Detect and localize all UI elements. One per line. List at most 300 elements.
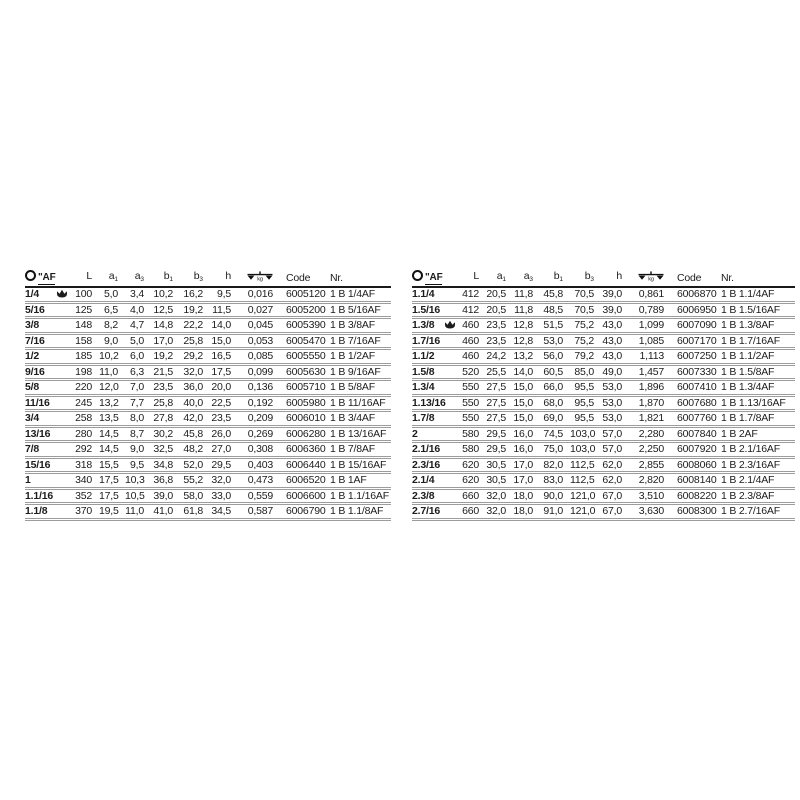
dim-cell-3: 56,0 xyxy=(540,349,570,365)
dim-cell-5: 16,5 xyxy=(210,349,238,365)
dim-cell-1: 20,5 xyxy=(486,287,513,302)
dim-cell-5: 62,0 xyxy=(601,473,629,489)
size-cell: 1.1/2 xyxy=(412,349,442,365)
nr-cell: 1 B 1.7/16AF xyxy=(713,333,795,349)
dim-cell-0: 460 xyxy=(458,333,486,349)
table-row xyxy=(25,504,391,520)
code-cell: 6007090 xyxy=(669,318,713,334)
dim-cell-2: 11,0 xyxy=(125,504,151,520)
nr-cell: 1 B 9/16AF xyxy=(322,364,391,380)
table-row xyxy=(25,302,391,318)
dim-cell-5: 32,0 xyxy=(210,473,238,489)
dim-cell-0: 100 xyxy=(71,287,99,302)
table-header-row xyxy=(25,265,391,287)
row-marker-cell xyxy=(53,287,71,302)
nr-cell: 1 B 2.1/16AF xyxy=(713,442,795,458)
nr-cell: 1 B 2.1/4AF xyxy=(713,473,795,489)
dim-cell-4: 70,5 xyxy=(570,287,601,302)
dim-cell-2: 11,8 xyxy=(513,287,540,302)
nr-cell: 1 B 5/16AF xyxy=(322,302,391,318)
size-cell: 1 xyxy=(25,473,53,489)
code-cell: 6007680 xyxy=(669,395,713,411)
dim-cell-4: 48,2 xyxy=(180,442,210,458)
dim-cell-3: 69,0 xyxy=(540,411,570,427)
nr-cell: 1 B 11/16AF xyxy=(322,395,391,411)
col-header-a1: $a_1$ xyxy=(99,265,125,287)
dim-cell-4: 75,2 xyxy=(570,333,601,349)
dim-cell-0: 660 xyxy=(458,488,486,504)
code-cell: 6007410 xyxy=(669,380,713,396)
empty-marker-cell xyxy=(53,488,71,504)
empty-marker-cell xyxy=(53,364,71,380)
dim-cell-0: 580 xyxy=(458,426,486,442)
col-header-a3: $a_3$ xyxy=(125,265,151,287)
weight-cell: 0,403 xyxy=(238,457,278,473)
dim-cell-3: 10,2 xyxy=(151,287,180,302)
dim-cell-0: 550 xyxy=(458,380,486,396)
code-cell: 6006520 xyxy=(278,473,322,489)
dim-cell-1: 32,0 xyxy=(486,488,513,504)
table-row xyxy=(25,411,391,427)
nr-cell: 1 B 1.1/2AF xyxy=(713,349,795,365)
dim-cell-5: 26,0 xyxy=(210,426,238,442)
dim-cell-5: 57,0 xyxy=(601,426,629,442)
size-cell: 1.7/16 xyxy=(412,334,440,347)
weight-cell: 2,250 xyxy=(629,442,669,458)
ring-icon xyxy=(25,270,36,281)
nr-cell: 1 B 1.1/16AF xyxy=(322,488,391,504)
table-row xyxy=(412,333,795,349)
dim-cell-0: 520 xyxy=(458,364,486,380)
dim-cell-0: 370 xyxy=(71,504,99,520)
dim-cell-1: 15,5 xyxy=(99,457,125,473)
dim-cell-2: 14,0 xyxy=(513,364,540,380)
dim-cell-1: 10,2 xyxy=(99,349,125,365)
table-row xyxy=(412,302,795,318)
dim-cell-0: 292 xyxy=(71,442,99,458)
dim-cell-3: 32,5 xyxy=(151,442,180,458)
empty-marker-cell xyxy=(442,380,458,396)
code-column-header: Code xyxy=(669,265,713,287)
dim-cell-0: 580 xyxy=(458,442,486,458)
dim-cell-5: 62,0 xyxy=(601,457,629,473)
empty-marker-cell xyxy=(442,457,458,473)
dim-cell-1: 9,0 xyxy=(99,333,125,349)
nr-column-header: Nr. xyxy=(322,265,391,287)
dim-cell-5: 33,0 xyxy=(210,488,238,504)
table-row xyxy=(412,349,795,365)
empty-marker-cell xyxy=(442,488,458,504)
table-row xyxy=(412,504,795,520)
col-header-h: h xyxy=(601,265,629,287)
dim-cell-5: 67,0 xyxy=(601,488,629,504)
table-row xyxy=(25,426,391,442)
dim-cell-0: 620 xyxy=(458,457,486,473)
empty-marker-cell xyxy=(53,302,71,318)
dim-cell-0: 412 xyxy=(458,287,486,302)
empty-marker-cell xyxy=(442,426,458,442)
dim-cell-2: 8,7 xyxy=(125,426,151,442)
size-cell: 3/4 xyxy=(25,411,53,427)
dim-cell-4: 95,5 xyxy=(570,380,601,396)
col-header-b1: $b_1$ xyxy=(540,265,570,287)
spec-table-right xyxy=(412,265,795,521)
dim-cell-1: 20,5 xyxy=(486,302,513,318)
dim-cell-2: 15,0 xyxy=(513,395,540,411)
dim-cell-4: 61,8 xyxy=(180,504,210,520)
dim-cell-0: 412 xyxy=(458,302,486,318)
weight-cell: 1,821 xyxy=(629,411,669,427)
dim-cell-4: 85,0 xyxy=(570,364,601,380)
table-row xyxy=(412,318,795,334)
dim-cell-3: 83,0 xyxy=(540,473,570,489)
dim-cell-1: 19,5 xyxy=(99,504,125,520)
dim-cell-0: 185 xyxy=(71,349,99,365)
dim-cell-2: 9,0 xyxy=(125,442,151,458)
dim-cell-5: 9,5 xyxy=(210,287,238,302)
code-column-header: Code xyxy=(278,265,322,287)
dim-cell-3: 39,0 xyxy=(151,488,180,504)
nr-cell: 1 B 15/16AF xyxy=(322,457,391,473)
dim-cell-3: 91,0 xyxy=(540,504,570,520)
dim-cell-0: 620 xyxy=(458,473,486,489)
size-cell: 1.1/16 xyxy=(25,489,53,502)
dim-cell-0: 258 xyxy=(71,411,99,427)
empty-marker-cell xyxy=(442,411,458,427)
dim-cell-3: 66,0 xyxy=(540,380,570,396)
weight-cell: 1,457 xyxy=(629,364,669,380)
code-cell: 6006600 xyxy=(278,488,322,504)
code-cell: 6005710 xyxy=(278,380,322,396)
dim-cell-3: 27,8 xyxy=(151,411,180,427)
code-cell: 6008060 xyxy=(669,457,713,473)
weight-cell: 0,027 xyxy=(238,302,278,318)
code-cell: 6005200 xyxy=(278,302,322,318)
weight-cell: 1,870 xyxy=(629,395,669,411)
code-cell: 6005470 xyxy=(278,333,322,349)
table-row xyxy=(25,333,391,349)
dim-cell-5: 34,5 xyxy=(210,504,238,520)
code-cell: 6005980 xyxy=(278,395,322,411)
nr-cell: 1 B 1/4AF xyxy=(322,287,391,302)
dim-cell-4: 25,8 xyxy=(180,333,210,349)
size-cell: 2.7/16 xyxy=(412,505,440,517)
dim-cell-3: 75,0 xyxy=(540,442,570,458)
dim-cell-1: 32,0 xyxy=(486,504,513,520)
dim-cell-2: 7,7 xyxy=(125,395,151,411)
empty-marker-cell xyxy=(53,426,71,442)
dim-cell-0: 148 xyxy=(71,318,99,334)
dim-cell-4: 55,2 xyxy=(180,473,210,489)
dim-cell-2: 6,3 xyxy=(125,364,151,380)
dim-cell-5: 43,0 xyxy=(601,333,629,349)
dim-cell-3: 17,0 xyxy=(151,333,180,349)
size-cell: 2.3/8 xyxy=(412,488,442,504)
size-column-header xyxy=(25,265,71,287)
nr-cell: 1 B 3/8AF xyxy=(322,318,391,334)
dim-cell-4: 121,0 xyxy=(570,488,601,504)
size-cell: 1.3/8 xyxy=(412,318,442,334)
nr-cell: 1 B 1.5/8AF xyxy=(713,364,795,380)
size-cell: 13/16 xyxy=(25,426,53,442)
code-cell: 6007250 xyxy=(669,349,713,365)
empty-marker-cell xyxy=(53,318,71,334)
weight-cell: 1,099 xyxy=(629,318,669,334)
dim-cell-0: 550 xyxy=(458,411,486,427)
weight-column-header xyxy=(238,265,278,287)
table-row xyxy=(25,488,391,504)
dim-cell-4: 112,5 xyxy=(570,457,601,473)
dim-cell-1: 14,5 xyxy=(99,426,125,442)
dim-cell-1: 30,5 xyxy=(486,457,513,473)
dim-cell-2: 17,0 xyxy=(513,457,540,473)
dim-cell-3: 51,5 xyxy=(540,318,570,334)
size-cell: 2.3/16 xyxy=(412,458,440,471)
dim-cell-2: 8,0 xyxy=(125,411,151,427)
dim-cell-0: 340 xyxy=(71,473,99,489)
dim-cell-0: 158 xyxy=(71,333,99,349)
dim-cell-4: 95,5 xyxy=(570,411,601,427)
size-cell: 7/8 xyxy=(25,442,53,458)
code-cell: 6007840 xyxy=(669,426,713,442)
dim-cell-1: 11,0 xyxy=(99,364,125,380)
size-cell: 2 xyxy=(412,426,442,442)
weight-cell: 1,113 xyxy=(629,349,669,365)
table-row xyxy=(25,287,391,302)
table-row xyxy=(412,426,795,442)
empty-marker-cell xyxy=(53,457,71,473)
dim-cell-3: 36,8 xyxy=(151,473,180,489)
code-cell: 6005390 xyxy=(278,318,322,334)
dim-cell-4: 52,0 xyxy=(180,457,210,473)
nr-column-header: Nr. xyxy=(713,265,795,287)
table-row xyxy=(412,364,795,380)
size-cell: 1.5/16 xyxy=(412,303,440,316)
dim-cell-2: 3,4 xyxy=(125,287,151,302)
code-cell: 6005630 xyxy=(278,364,322,380)
code-cell: 6007920 xyxy=(669,442,713,458)
dim-cell-3: 21,5 xyxy=(151,364,180,380)
size-cell: 1.13/16 xyxy=(412,396,446,409)
table-header-row xyxy=(412,265,795,287)
scale-kg-icon xyxy=(247,271,273,282)
dim-cell-1: 8,2 xyxy=(99,318,125,334)
dim-cell-3: 90,0 xyxy=(540,488,570,504)
size-cell: 15/16 xyxy=(25,457,53,473)
dim-cell-1: 6,5 xyxy=(99,302,125,318)
dim-cell-4: 36,0 xyxy=(180,380,210,396)
dim-cell-4: 79,2 xyxy=(570,349,601,365)
dim-cell-3: 60,5 xyxy=(540,364,570,380)
dim-cell-1: 27,5 xyxy=(486,411,513,427)
dim-cell-3: 30,2 xyxy=(151,426,180,442)
dim-cell-5: 23,5 xyxy=(210,411,238,427)
dim-cell-2: 4,0 xyxy=(125,302,151,318)
size-cell: 1.5/8 xyxy=(412,364,442,380)
dim-cell-1: 29,5 xyxy=(486,426,513,442)
weight-cell: 0,587 xyxy=(238,504,278,520)
dim-cell-3: 82,0 xyxy=(540,457,570,473)
dim-cell-3: 19,2 xyxy=(151,349,180,365)
code-cell: 6005120 xyxy=(278,287,322,302)
dim-cell-2: 17,0 xyxy=(513,473,540,489)
dim-cell-4: 40,0 xyxy=(180,395,210,411)
empty-marker-cell xyxy=(53,333,71,349)
spec-table-left xyxy=(25,265,391,521)
dim-cell-4: 32,0 xyxy=(180,364,210,380)
dim-cell-4: 70,5 xyxy=(570,302,601,318)
weight-cell: 0,473 xyxy=(238,473,278,489)
nr-cell: 1 B 1.1/4AF xyxy=(713,287,795,302)
dim-cell-0: 318 xyxy=(71,457,99,473)
dim-cell-5: 39,0 xyxy=(601,302,629,318)
empty-marker-cell xyxy=(53,349,71,365)
dim-cell-5: 11,5 xyxy=(210,302,238,318)
dim-cell-3: 25,8 xyxy=(151,395,180,411)
nr-cell: 1 B 3/4AF xyxy=(322,411,391,427)
dim-cell-2: 10,3 xyxy=(125,473,151,489)
table-row xyxy=(25,364,391,380)
nr-cell: 1 B 7/8AF xyxy=(322,442,391,458)
table-row xyxy=(412,287,795,302)
weight-cell: 2,280 xyxy=(629,426,669,442)
size-cell: 1.1/4 xyxy=(412,287,442,302)
dim-cell-5: 53,0 xyxy=(601,380,629,396)
weight-cell: 1,896 xyxy=(629,380,669,396)
weight-cell: 0,861 xyxy=(629,287,669,302)
dim-cell-0: 220 xyxy=(71,380,99,396)
dim-cell-3: 74,5 xyxy=(540,426,570,442)
dim-cell-3: 68,0 xyxy=(540,395,570,411)
dim-cell-1: 12,0 xyxy=(99,380,125,396)
dim-cell-2: 10,5 xyxy=(125,488,151,504)
af-unit-label: "AF xyxy=(425,272,443,283)
dim-cell-1: 23,5 xyxy=(486,318,513,334)
dim-cell-0: 460 xyxy=(458,318,486,334)
empty-marker-cell xyxy=(53,380,71,396)
nr-cell: 1 B 7/16AF xyxy=(322,333,391,349)
empty-marker-cell xyxy=(442,349,458,365)
dim-cell-2: 11,8 xyxy=(513,302,540,318)
weight-cell: 0,559 xyxy=(238,488,278,504)
table-row xyxy=(25,473,391,489)
dim-cell-3: 45,8 xyxy=(540,287,570,302)
table-row xyxy=(412,488,795,504)
dim-cell-3: 23,5 xyxy=(151,380,180,396)
empty-marker-cell xyxy=(442,287,458,302)
code-cell: 6005550 xyxy=(278,349,322,365)
dim-cell-5: 39,0 xyxy=(601,287,629,302)
weight-cell: 3,510 xyxy=(629,488,669,504)
nr-cell: 1 B 2AF xyxy=(713,426,795,442)
empty-marker-cell xyxy=(442,442,458,458)
dim-cell-2: 15,0 xyxy=(513,380,540,396)
empty-marker-cell xyxy=(442,473,458,489)
size-cell: 1/2 xyxy=(25,349,53,365)
empty-marker-cell xyxy=(53,504,71,520)
table-row xyxy=(412,380,795,396)
empty-marker-cell xyxy=(53,395,71,411)
dim-cell-5: 22,5 xyxy=(210,395,238,411)
svg-text:kg: kg xyxy=(257,276,263,282)
dim-cell-4: 16,2 xyxy=(180,287,210,302)
nr-cell: 1 B 1.13/16AF xyxy=(713,395,795,411)
dim-cell-2: 18,0 xyxy=(513,504,540,520)
weight-column-header xyxy=(629,265,669,287)
nr-cell: 1 B 1/2AF xyxy=(322,349,391,365)
table-row xyxy=(412,442,795,458)
code-cell: 6007330 xyxy=(669,364,713,380)
weight-cell: 0,192 xyxy=(238,395,278,411)
table-row xyxy=(25,457,391,473)
table-row xyxy=(25,318,391,334)
code-cell: 6006010 xyxy=(278,411,322,427)
dim-cell-1: 27,5 xyxy=(486,395,513,411)
nr-cell: 1 B 2.3/16AF xyxy=(713,457,795,473)
dim-cell-5: 43,0 xyxy=(601,318,629,334)
dim-cell-2: 6,0 xyxy=(125,349,151,365)
code-cell: 6006360 xyxy=(278,442,322,458)
dim-cell-1: 17,5 xyxy=(99,473,125,489)
dim-cell-3: 48,5 xyxy=(540,302,570,318)
weight-cell: 0,209 xyxy=(238,411,278,427)
dim-cell-3: 41,0 xyxy=(151,504,180,520)
dim-cell-0: 280 xyxy=(71,426,99,442)
weight-cell: 0,269 xyxy=(238,426,278,442)
dim-cell-1: 17,5 xyxy=(99,488,125,504)
size-cell: 9/16 xyxy=(25,364,53,380)
size-cell: 11/16 xyxy=(25,395,53,411)
nr-cell: 1 B 5/8AF xyxy=(322,380,391,396)
table-row xyxy=(412,395,795,411)
size-cell: 1/4 xyxy=(25,287,53,302)
dim-cell-5: 57,0 xyxy=(601,442,629,458)
nr-cell: 1 B 13/16AF xyxy=(322,426,391,442)
dim-cell-2: 12,8 xyxy=(513,333,540,349)
nr-cell: 1 B 1.7/8AF xyxy=(713,411,795,427)
col-header-L: L xyxy=(71,265,99,287)
scale-kg-icon xyxy=(638,271,664,282)
size-cell: 3/8 xyxy=(25,318,53,334)
svg-text:kg: kg xyxy=(648,276,654,282)
dim-cell-1: 23,5 xyxy=(486,333,513,349)
dim-cell-0: 550 xyxy=(458,395,486,411)
dim-cell-4: 45,8 xyxy=(180,426,210,442)
weight-cell: 0,045 xyxy=(238,318,278,334)
size-cell: 1.3/4 xyxy=(412,380,442,396)
col-header-a1: $a_1$ xyxy=(486,265,513,287)
dim-cell-5: 29,5 xyxy=(210,457,238,473)
table-row xyxy=(412,411,795,427)
nr-cell: 1 B 1.1/8AF xyxy=(322,504,391,520)
weight-cell: 1,085 xyxy=(629,333,669,349)
size-cell: 5/8 xyxy=(25,380,53,396)
nr-cell: 1 B 2.7/16AF xyxy=(713,504,795,520)
dim-cell-4: 42,0 xyxy=(180,411,210,427)
empty-marker-cell xyxy=(53,473,71,489)
dim-cell-5: 20,0 xyxy=(210,380,238,396)
dim-cell-5: 14,0 xyxy=(210,318,238,334)
col-header-h: h xyxy=(210,265,238,287)
code-cell: 6006280 xyxy=(278,426,322,442)
ring-icon xyxy=(412,270,423,281)
dim-cell-1: 30,5 xyxy=(486,473,513,489)
empty-marker-cell xyxy=(442,364,458,380)
code-cell: 6008140 xyxy=(669,473,713,489)
weight-cell: 0,308 xyxy=(238,442,278,458)
dim-cell-4: 121,0 xyxy=(570,504,601,520)
dim-cell-0: 460 xyxy=(458,349,486,365)
